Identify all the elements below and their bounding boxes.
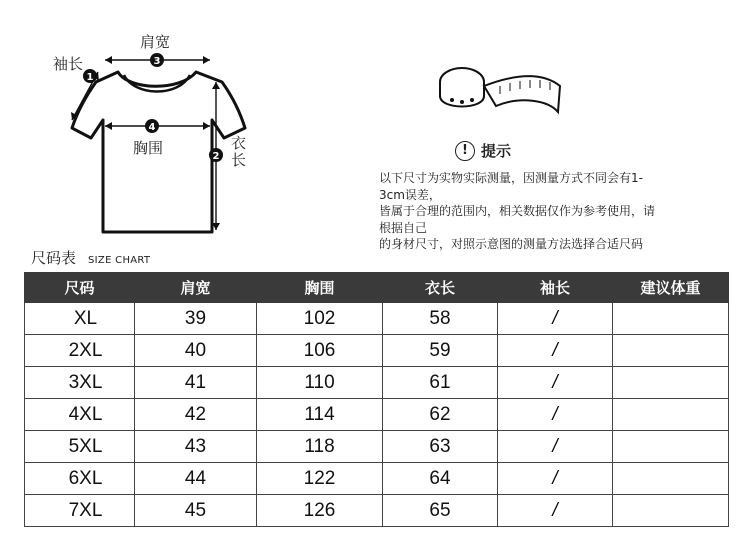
label-chest: 胸围 (133, 139, 164, 157)
cell-shoulder: 39 (135, 303, 257, 335)
marker-3 (150, 53, 164, 67)
cell-weight (613, 367, 729, 399)
cell-length: 58 (383, 303, 498, 335)
cell-chest: 126 (257, 495, 383, 527)
cell-sleeve: / (498, 463, 613, 495)
svg-text:2: 2 (212, 151, 220, 162)
cell-weight (613, 303, 729, 335)
cell-chest: 118 (257, 431, 383, 463)
header-length: 衣长 (383, 273, 498, 303)
cell-weight (613, 335, 729, 367)
header-sleeve: 袖长 (498, 273, 613, 303)
cell-chest: 106 (257, 335, 383, 367)
marker-1 (83, 69, 97, 83)
note-line: 皆属于合理的范围内，相关数据仅作为参考使用，请 (379, 204, 656, 218)
measurement-note (379, 170, 689, 253)
cell-size: XL (25, 303, 135, 335)
size-chart-title-main: 尺码表 (31, 249, 77, 267)
cell-weight (613, 431, 729, 463)
cell-length: 65 (383, 495, 498, 527)
note-line: 3cm误差， (379, 187, 441, 202)
tip-title: 提示 (481, 142, 512, 160)
header-weight: 建议体重 (613, 273, 729, 303)
cell-shoulder: 42 (135, 399, 257, 431)
table-row (25, 335, 729, 367)
cell-size: 7XL (25, 495, 135, 527)
cell-sleeve: / (498, 431, 613, 463)
table-row (25, 367, 729, 399)
cell-sleeve: / (498, 367, 613, 399)
table-row (25, 431, 729, 463)
svg-text:4: 4 (148, 122, 156, 133)
cell-sleeve: / (498, 399, 613, 431)
cell-shoulder: 44 (135, 463, 257, 495)
cell-chest: 114 (257, 399, 383, 431)
cell-chest: 122 (257, 463, 383, 495)
table-row (25, 463, 729, 495)
cell-size: 6XL (25, 463, 135, 495)
cell-size: 2XL (25, 335, 135, 367)
marker-4 (145, 119, 159, 133)
cell-length: 61 (383, 367, 498, 399)
cell-length: 59 (383, 335, 498, 367)
size-table (24, 272, 729, 527)
header-size: 尺码 (25, 273, 135, 303)
cell-shoulder: 40 (135, 335, 257, 367)
cell-size: 3XL (25, 367, 135, 399)
cell-sleeve: / (498, 303, 613, 335)
cell-shoulder: 43 (135, 431, 257, 463)
label-shoulder: 肩宽 (140, 33, 171, 51)
cell-chest: 110 (257, 367, 383, 399)
cell-weight (613, 399, 729, 431)
cell-shoulder: 41 (135, 367, 257, 399)
table-header-row (25, 273, 729, 303)
tip-header (455, 140, 511, 161)
table-row (25, 303, 729, 335)
measuring-tape-icon (440, 68, 560, 112)
cell-weight (613, 495, 729, 527)
label-sleeve: 袖长 (53, 55, 84, 73)
exclamation-icon: ! (455, 141, 475, 161)
cell-length: 62 (383, 399, 498, 431)
marker-2 (209, 148, 223, 162)
header-chest: 胸围 (257, 273, 383, 303)
cell-shoulder: 45 (135, 495, 257, 527)
table-row (25, 495, 729, 527)
label-length: 衣长 (229, 135, 247, 169)
size-chart-title-sub: SIZE CHART (88, 255, 151, 266)
note-line: 以下尺寸为实物实际测量，因测量方式不同会有1- (379, 171, 643, 185)
cell-sleeve: / (498, 495, 613, 527)
header-shoulder: 肩宽 (135, 273, 257, 303)
note-line: 根据自己 (379, 220, 428, 235)
note-line: 的身材尺寸，对照示意图的测量方法选择合适尺码 (379, 237, 644, 251)
cell-size: 4XL (25, 399, 135, 431)
size-chart-title (31, 247, 150, 268)
table-row (25, 399, 729, 431)
svg-text:3: 3 (153, 56, 161, 67)
cell-chest: 102 (257, 303, 383, 335)
cell-weight (613, 463, 729, 495)
cell-length: 63 (383, 431, 498, 463)
cell-size: 5XL (25, 431, 135, 463)
svg-text:1: 1 (86, 72, 94, 83)
cell-length: 64 (383, 463, 498, 495)
cell-sleeve: / (498, 335, 613, 367)
